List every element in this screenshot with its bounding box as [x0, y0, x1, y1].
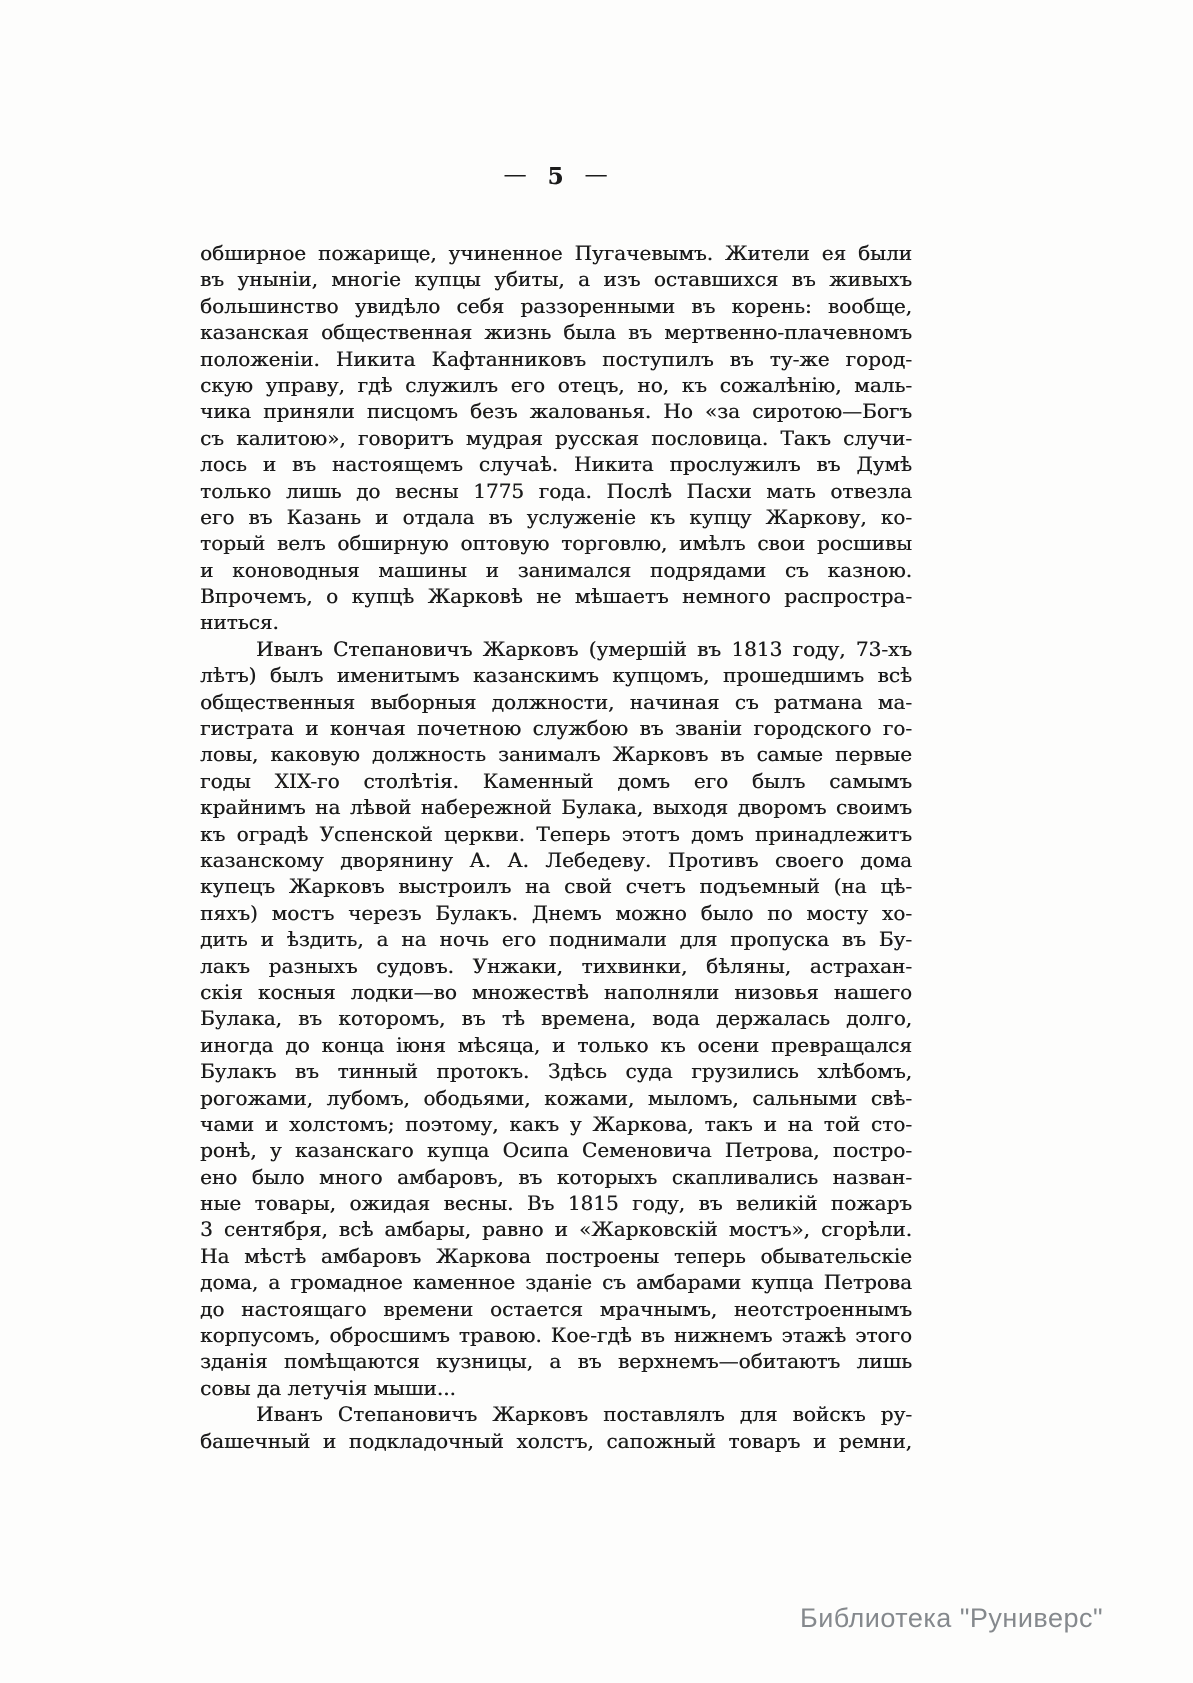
text-line: чика приняли писцомъ безъ жалованья. Но «за сиротою—Богъ: [200, 399, 912, 424]
text-line: лось и въ настоящемъ случаѣ. Никита прослужилъ въ Думѣ: [200, 452, 912, 477]
text-line: до настоящаго времени остается мрачнымъ, неотстроеннымъ: [200, 1296, 912, 1321]
page-header: [200, 163, 912, 190]
text-line: скую управу, гдѣ служилъ его отецъ, но, къ сожалѣнію, маль-: [200, 372, 912, 397]
text-line: Иванъ Степановичъ Жарковъ (умершій въ 1813 году, 73-хъ: [256, 636, 912, 661]
text-line: дома, а громадное каменное зданіе съ амбарами купца Петрова: [200, 1270, 912, 1295]
text-line: купецъ Жарковъ выстроилъ на свой счетъ подъемный (на цѣ-: [200, 874, 912, 899]
body-text: [200, 240, 912, 1454]
text-line: Впрочемъ, о купцѣ Жарковѣ не мѣшаетъ немного распростра-: [200, 584, 912, 609]
text-line: совы да летучія мыши...: [200, 1375, 456, 1400]
text-line: Иванъ Степановичъ Жарковъ поставлялъ для войскъ ру-: [256, 1402, 912, 1427]
header-left-dash: —: [503, 162, 528, 188]
text-line: лакъ разныхъ судовъ. Унжаки, тихвинки, бѣляны, астрахан-: [200, 953, 912, 978]
text-line: казанская общественная жизнь была въ мертвенно-плачевномъ: [200, 320, 912, 345]
text-line: Булака, въ которомъ, въ тѣ времена, вода держалась долго,: [200, 1006, 912, 1031]
runivers-library-watermark: Библиотека "Руниверс": [800, 1603, 1104, 1633]
text-line: годы XIX-го столѣтія. Каменный домъ его былъ самымъ: [200, 768, 912, 793]
text-line: казанскому дворянину А. А. Лебедеву. Противъ своего дома: [200, 847, 912, 872]
text-line: На мѣстѣ амбаровъ Жаркова построены теперь обывательскіе: [200, 1243, 912, 1268]
text-line: лѣтъ) былъ именитымъ казанскимъ купцомъ, прошедшимъ всѣ: [200, 663, 912, 688]
text-line: обширное пожарище, учиненное Пугачевымъ. Жители ея были: [200, 241, 912, 265]
text-line: ловы, каковую должность занималъ Жарковъ въ самые первые: [200, 742, 912, 767]
text-line: иногда до конца іюня мѣсяца, и только къ осени превращался: [200, 1032, 912, 1057]
text-line: дить и ѣздить, а на ночь его поднимали для пропуска въ Бу-: [200, 927, 912, 952]
text-line: Булакъ въ тинный протокъ. Здѣсь суда грузились хлѣбомъ,: [200, 1059, 912, 1084]
text-line: къ оградѣ Успенской церкви. Теперь этотъ домъ принадлежитъ: [200, 821, 912, 846]
text-line: корпусомъ, обросшимъ травою. Кое-гдѣ въ нижнемъ этажѣ этого: [200, 1323, 912, 1348]
text-line: общественныя выборныя должности, начиная съ ратмана ма-: [200, 689, 912, 714]
text-line: ные товары, ожидая весны. Въ 1815 году, въ великій пожаръ: [200, 1191, 912, 1216]
text-line: его въ Казань и отдала въ услуженіе къ купцу Жаркову, ко-: [200, 504, 912, 529]
text-line: положеніи. Никита Кафтанниковъ поступилъ въ ту-же город-: [200, 346, 912, 371]
text-line: только лишь до весны 1775 года. Послѣ Пасхи мать отвезла: [200, 478, 912, 503]
text-line: 3 сентября, всѣ амбары, равно и «Жарковскій мостъ», сгорѣли.: [200, 1217, 912, 1242]
text-line: башечный и подкладочный холстъ, сапожный товаръ и ремни,: [200, 1428, 912, 1453]
text-line: скія косныя лодки—во множествѣ наполняли низовья нашего: [200, 979, 912, 1004]
text-line: зданія помѣщаются кузницы, а въ верхнемъ—обитаютъ лишь: [200, 1349, 912, 1374]
text-line: рогожами, лубомъ, ободьями, кожами, мыломъ, сальными свѣ-: [200, 1085, 912, 1110]
text-line: ено было много амбаровъ, въ которыхъ скапливались назван-: [200, 1164, 912, 1189]
text-line: большинство увидѣло себя раззоренными въ корень: вообще,: [200, 293, 912, 318]
text-line: съ калитою», говоритъ мудрая русская пословица. Такъ случи-: [200, 425, 912, 450]
header-right-dash: —: [584, 162, 609, 188]
text-line: ниться.: [200, 610, 279, 635]
text-line: чами и холстомъ; поэтому, какъ у Жаркова, такъ и на той сто-: [200, 1111, 912, 1136]
text-line: въ уныніи, многіе купцы убиты, а изъ оставшихся въ живыхъ: [200, 267, 912, 292]
page-number: 5: [547, 163, 565, 190]
text-line: торый велъ обширную оптовую торговлю, имѣлъ свои росшивы: [200, 531, 912, 556]
text-line: гистрата и кончая почетною службою въ званіи городского го-: [200, 716, 912, 741]
text-line: пяхъ) мостъ черезъ Булакъ. Днемъ можно было по мосту хо-: [200, 900, 912, 925]
text-line: ронѣ, у казанскаго купца Осипа Семеновича Петрова, постро-: [200, 1138, 912, 1163]
text-line: крайнимъ на лѣвой набережной Булака, выходя дворомъ своимъ: [200, 795, 912, 820]
text-line: и коноводныя машины и занимался подрядами съ казною.: [200, 557, 912, 582]
